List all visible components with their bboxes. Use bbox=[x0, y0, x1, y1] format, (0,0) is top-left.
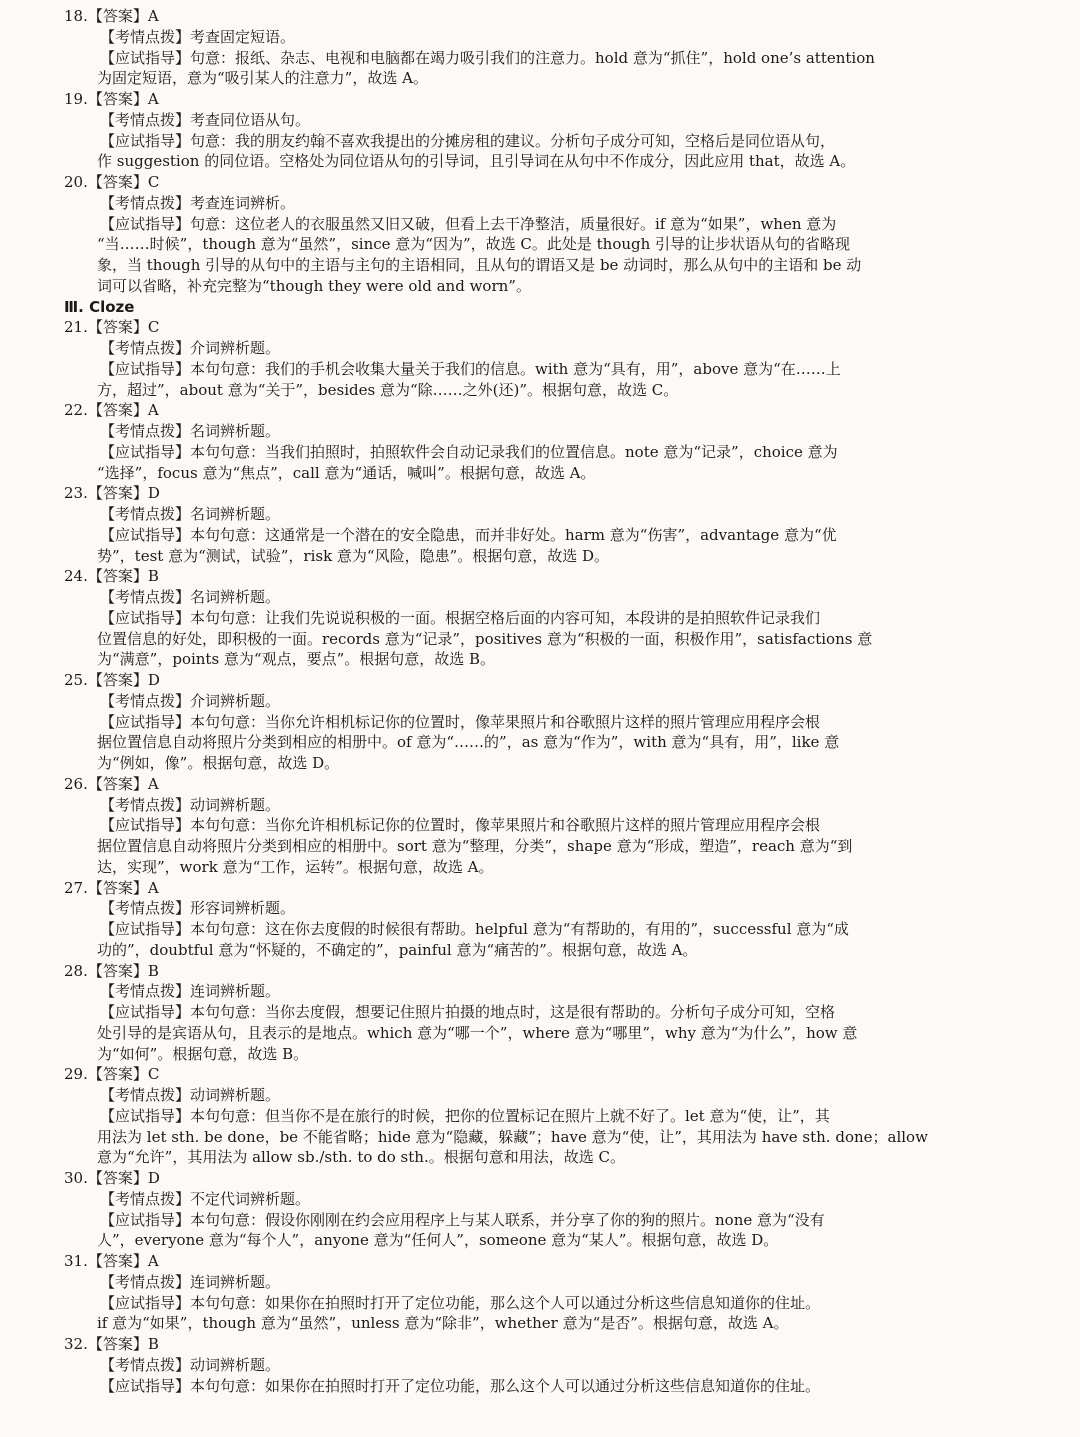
explanation-line: 【应试指导】句意：报纸、杂志、电视和电脑都在竭力吸引我们的注意力。hold 意为“抓住”，hold one’s attention bbox=[100, 48, 875, 67]
explanation-line: 【考情点拨】连词辨析题。 bbox=[100, 1272, 281, 1291]
explanation-line: 为固定短语，意为“吸引某人的注意力”，故选 A。 bbox=[97, 69, 428, 88]
answer-line: 25.【答案】D bbox=[64, 671, 160, 689]
explanation-line: 【考情点拨】动词辨析题。 bbox=[100, 1086, 281, 1104]
answer-line: 31.【答案】A bbox=[64, 1252, 159, 1270]
explanation-line: 功的”，doubtful 意为“怀疑的，不确定的”，painful 意为“痛苦的”。根据句意，故选 A。 bbox=[97, 940, 698, 959]
explanation-line: 【应试指导】本句句意：当你允许相机标记你的位置时，像苹果照片和谷歌照片这样的照片管理应用程序会根 bbox=[100, 712, 821, 731]
explanation-line: 【应试指导】句意：我的朋友约翰不喜欢我提出的分摊房租的建议。分析句子成分可知，空格后是同位语从句， bbox=[100, 131, 836, 150]
answer-line: 19.【答案】A bbox=[64, 90, 159, 108]
explanation-line: 【考情点拨】名词辨析题。 bbox=[100, 505, 281, 523]
explanation-line: 【应试指导】本句句意：我们的手机会收集大量关于我们的信息。with 意为“具有，用”，above 意为“在……上 bbox=[100, 359, 841, 378]
explanation-line: 人”，everyone 意为“每个人”，anyone 意为“任何人”，someone 意为“某人”。根据句意，故选 D。 bbox=[97, 1231, 779, 1250]
explanation-line: 【应试指导】本句句意：当你去度假，想要记住照片拍摄的地点时，这是很有帮助的。分析句子成分可知，空格 bbox=[100, 1003, 836, 1021]
answer-line: 29.【答案】C bbox=[64, 1065, 160, 1084]
explanation-line: 【考情点拨】考查连词辨析。 bbox=[100, 193, 296, 212]
explanation-line: 【考情点拨】动词辨析题。 bbox=[100, 1355, 281, 1374]
explanation-line: 用法为 let sth. be done，be 不能省略；hide 意为“隐藏，躲藏”；have 意为“使，让”，其用法为 have sth. done；allow bbox=[97, 1127, 928, 1146]
explanation-line: 【应试指导】句意：这位老人的衣服虽然又旧又破，但看上去干净整洁，质量很好。if 意为“如果”，when 意为 bbox=[100, 214, 837, 233]
answer-line: 28.【答案】B bbox=[64, 961, 159, 980]
explanation-line: 【应试指导】本句句意：让我们先说说积极的一面。根据空格后面的内容可知，本段讲的是拍照软件记录我们 bbox=[100, 608, 821, 627]
explanation-line: 为“满意”，points 意为“观点，要点”。根据句意，故选 B。 bbox=[97, 650, 496, 669]
explanation-line: 达，实现”，work 意为“工作，运转”。根据句意，故选 A。 bbox=[97, 857, 494, 876]
explanation-line: 据位置信息自动将照片分类到相应的相册中。sort 意为“整理，分类”，shape 意为“形成，塑造”，reach 意为“到 bbox=[97, 837, 853, 855]
explanation-line: 【考情点拨】名词辨析题。 bbox=[100, 422, 281, 440]
explanation-line: 【考情点拨】连词辨析题。 bbox=[100, 982, 281, 1001]
explanation-line: 【应试指导】本句句意：假设你刚刚在约会应用程序上与某人联系，并分享了你的狗的照片。none 意为“没有 bbox=[100, 1210, 825, 1229]
explanation-line: 象，当 though 引导的从句中的主语与主句的主语相同，且从句的谓语又是 be 动词时，那么从句中的主语和 be 动 bbox=[97, 256, 862, 274]
explanation-line: 【考情点拨】考查固定短语。 bbox=[100, 27, 296, 46]
explanation-line: 【应试指导】本句句意：如果你在拍照时打开了定位功能，那么这个人可以通过分析这些信息知道你的住址。 bbox=[100, 1376, 821, 1395]
answer-line: 23.【答案】D bbox=[64, 484, 160, 503]
explanation-line: 为“如何”。根据句意，故选 B。 bbox=[97, 1044, 309, 1063]
explanation-line: 方，超过”，about 意为“关于”，besides 意为“除……之外(还)”。根据句意，故选 C。 bbox=[97, 380, 679, 399]
explanation-line: 【应试指导】本句句意：当你允许相机标记你的位置时，像苹果照片和谷歌照片这样的照片管理应用程序会根 bbox=[100, 816, 821, 835]
explanation-line: 作 suggestion 的同位语。空格处为同位语从句的引导词，且引导词在从句中不作成分，因此应用 that，故选 A。 bbox=[97, 152, 856, 171]
explanation-line: 【应试指导】本句句意：如果你在拍照时打开了定位功能，那么这个人可以通过分析这些信息知道你的住址。 bbox=[100, 1293, 821, 1312]
explanation-line: “选择”，focus 意为“焦点”，call 意为“通话，喊叫”。根据句意，故选 A。 bbox=[97, 463, 596, 482]
explanation-line: 【考情点拨】名词辨析题。 bbox=[100, 588, 281, 606]
explanation-line: 据位置信息自动将照片分类到相应的相册中。of 意为“……的”，as 意为“作为”，with 意为“具有，用”，like 意 bbox=[97, 733, 840, 752]
answer-line: 20.【答案】C bbox=[64, 173, 160, 191]
explanation-line: 【考情点拨】考查同位语从句。 bbox=[100, 110, 311, 129]
explanation-line: 位置信息的好处，即积极的一面。records 意为“记录”，positives 意为“积极的一面，积极作用”，satisfactions 意 bbox=[97, 629, 873, 648]
explanation-line: 意为“允许”，其用法为 allow sb./sth. to do sth.。根据句意和用法，故选 C。 bbox=[97, 1148, 625, 1167]
answer-line: 27.【答案】A bbox=[64, 878, 159, 897]
explanation-line: 【考情点拨】不定代词辨析题。 bbox=[100, 1189, 311, 1208]
explanation-line: 势”，test 意为“测试，试验”，risk 意为“风险，隐患”。根据句意，故选 D。 bbox=[97, 546, 610, 565]
explanation-line: 【考情点拨】介词辨析题。 bbox=[100, 691, 281, 710]
section-heading: Ⅲ. Cloze bbox=[64, 297, 135, 316]
explanation-line: if 意为“如果”，though 意为“虽然”，unless 意为“除非”，whether 意为“是否”。根据句意，故选 A。 bbox=[97, 1314, 789, 1333]
answer-line: 21.【答案】C bbox=[64, 318, 160, 337]
explanation-line: 【考情点拨】介词辨析题。 bbox=[100, 339, 281, 357]
explanation-line: 为“例如，像”。根据句意，故选 D。 bbox=[97, 754, 340, 772]
answer-line: 26.【答案】A bbox=[64, 774, 159, 793]
explanation-line: “当……时候”，though 意为“虽然”，since 意为“因为”，故选 C。此处是 though 引导的让步状语从句的省略现 bbox=[97, 235, 851, 254]
explanation-line: 【考情点拨】动词辨析题。 bbox=[100, 795, 281, 814]
answer-line: 24.【答案】B bbox=[64, 567, 159, 586]
explanation-line: 【应试指导】本句句意：这在你去度假的时候很有帮助。helpful 意为“有帮助的，有用的”，successful 意为“成 bbox=[100, 920, 849, 938]
answer-line: 32.【答案】B bbox=[64, 1335, 159, 1353]
answer-line: 22.【答案】A bbox=[64, 401, 159, 420]
explanation-line: 【应试指导】本句句意：但当你不是在旅行的时候，把你的位置标记在照片上就不好了。let 意为“使，让”，其 bbox=[100, 1106, 830, 1125]
explanation-line: 处引导的是宾语从句，且表示的是地点。which 意为“哪一个”，where 意为“哪里”，why 意为“为什么”，how 意 bbox=[97, 1023, 858, 1042]
explanation-line: 【应试指导】本句句意：这通常是一个潜在的安全隐患，而并非好处。harm 意为“伤害”，advantage 意为“优 bbox=[100, 525, 837, 544]
explanation-line: 词可以省略，补充完整为“though they were old and worn”。 bbox=[97, 276, 531, 295]
answer-line: 18.【答案】A bbox=[64, 7, 159, 25]
explanation-line: 【考情点拨】形容词辨析题。 bbox=[100, 899, 296, 918]
answer-line: 30.【答案】D bbox=[64, 1169, 160, 1187]
explanation-line: 【应试指导】本句句意：当我们拍照时，拍照软件会自动记录我们的位置信息。note 意为“记录”，choice 意为 bbox=[100, 442, 838, 461]
